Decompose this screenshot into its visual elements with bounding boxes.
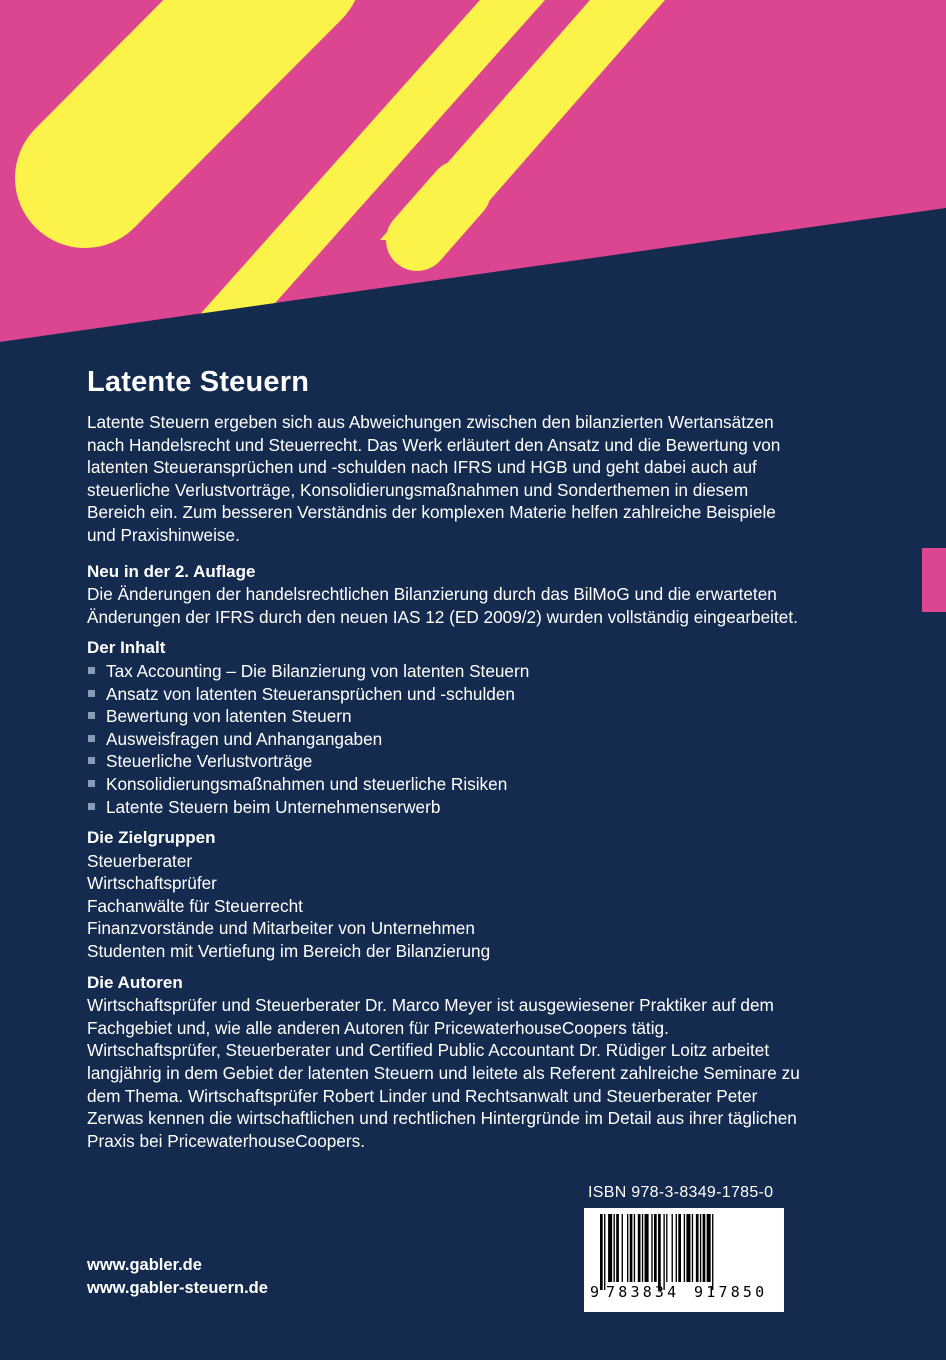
square-bullet-icon [88, 667, 95, 674]
barcode [584, 1208, 784, 1312]
barcode-bar [622, 1214, 623, 1282]
barcode-bar [692, 1214, 693, 1282]
square-bullet-icon [88, 712, 95, 719]
barcode-bar [651, 1214, 652, 1282]
back-cover-text [87, 366, 807, 1161]
barcode-bar [658, 1214, 661, 1290]
contents-list [87, 660, 807, 818]
section-heading-inhalt: Der Inhalt [87, 638, 166, 658]
barcode-bar [666, 1214, 667, 1282]
section-heading-neu: Neu in der 2. Auflage [87, 561, 256, 581]
barcode-bar [600, 1214, 603, 1290]
url-gabler-steuern[interactable]: www.gabler-steuern.de [87, 1279, 268, 1297]
barcode-bar [676, 1214, 677, 1282]
barcode-digits-left: 783834 [606, 1283, 680, 1301]
barcode-bar [642, 1214, 643, 1282]
intro-paragraph: Latente Steuern ergeben sich aus Abweichungen zwischen den bilanzierten Wertansätzen nach Handelsrecht und Steuerrecht. Das Werk erläutert den Ansatz und die Bewertung von latenten Steueransprüchen und -schulden nach IFRS und HGB und geht dabei auch auf steuerliche Verlustvorträge, Konsolidierungsmaßnahmen und Sonderthemen in diesem Bereich ein. Zum besseren Verständnis der komplexen Materie helfen zahlreiche Beispiele und Praxishinweise. [87, 412, 781, 545]
yellow-stripe-right-cap [417, 191, 460, 240]
square-bullet-icon [88, 757, 95, 764]
list-item: Bewertung von latenten Steuern [87, 705, 807, 728]
barcode-bar [608, 1214, 612, 1282]
barcode-bar [638, 1214, 641, 1282]
barcode-bar [663, 1214, 664, 1290]
list-item: Steuerliche Verlustvorträge [87, 750, 807, 773]
barcode-digit-lead: 9 [590, 1283, 600, 1301]
barcode-bar [654, 1214, 657, 1282]
barcode-bar [645, 1214, 649, 1282]
barcode-digits [584, 1283, 784, 1305]
barcode-digits-right: 917850 [694, 1283, 768, 1301]
section-neu [87, 561, 807, 629]
square-bullet-icon [88, 690, 95, 697]
audience-item: Steuerberater [87, 850, 193, 871]
audience-item: Wirtschaftsprüfer [87, 873, 217, 894]
barcode-bar [614, 1214, 615, 1282]
section-inhalt [87, 637, 807, 818]
barcode-bar [672, 1214, 673, 1282]
list-item: Ansatz von latenten Steueransprüchen und -schulden [87, 683, 807, 706]
square-bullet-icon [88, 780, 95, 787]
square-bullet-icon [88, 735, 95, 742]
audience-item: Fachanwälte für Steuerrecht [87, 895, 303, 916]
list-item: Tax Accounting – Die Bilanzierung von latenten Steuern [87, 660, 807, 683]
section-zielgruppen [87, 827, 807, 963]
cover-decoration [0, 0, 946, 350]
section-autoren [87, 972, 807, 1153]
barcode-bar [630, 1214, 633, 1282]
barcode-bar [703, 1214, 706, 1282]
barcode-bar [627, 1214, 628, 1282]
barcode-bar [707, 1214, 711, 1282]
list-item: Ausweisfragen und Anhangangaben [87, 728, 807, 751]
isbn-label: ISBN 978-3-8349-1785-0 [588, 1184, 774, 1201]
publisher-urls [87, 1254, 268, 1300]
barcode-bar [604, 1214, 605, 1290]
barcode-bar [684, 1214, 685, 1282]
section-text-neu: Die Änderungen der handelsrechtlichen Bilanzierung durch das BilMoG und die erwarteten Änderungen der IFRS durch den neuen IAS 12 (ED 2009/2) wurden vollständig eingearbeitet. [87, 584, 798, 627]
barcode-bar [686, 1214, 690, 1282]
barcode-bar [616, 1214, 619, 1282]
barcode-bar [712, 1214, 713, 1290]
audience-item: Studenten mit Vertiefung im Bereich der Bilanzierung [87, 941, 491, 962]
barcode-bar [678, 1214, 681, 1282]
audience-item: Finanzvorstände und Mitarbeiter von Unternehmen [87, 918, 475, 939]
book-title: Latente Steuern [87, 366, 310, 398]
section-text-autoren: Wirtschaftsprüfer und Steuerberater Dr. Marco Meyer ist ausgewiesener Praktiker auf dem Fachgebiet und, wie alle anderen Autoren für PricewaterhouseCoopers tätig. Wirtschaftsprüfer, Steuerberater und Certified Public Accountant Dr. Rüdiger Loitz arbeitet langjährig in dem Gebiet der latenten Steuern und leitete als Referent zahlreiche Seminare zu dem Thema. Wirtschaftsprüfer Robert Linder und Rechtsanwalt und Steuerberater Peter Zerwas kennen die wirtschaftlichen und rechtlichen Hintergründe im Detail aus ihrer täglichen Praxis bei PricewaterhouseCoopers. [87, 995, 800, 1151]
square-bullet-icon [88, 803, 95, 810]
side-tab-marker [922, 548, 946, 612]
section-heading-autoren: Die Autoren [87, 972, 183, 992]
url-gabler[interactable]: www.gabler.de [87, 1256, 202, 1274]
barcode-bar [696, 1214, 699, 1282]
barcode-bar [634, 1214, 635, 1282]
list-item: Latente Steuern beim Unternehmenserwerb [87, 796, 807, 819]
section-heading-zielgruppen: Die Zielgruppen [87, 828, 216, 848]
barcode-bar [700, 1214, 701, 1282]
list-item: Konsolidierungsmaßnahmen und steuerliche Risiken [87, 773, 807, 796]
audience-list [87, 850, 807, 963]
